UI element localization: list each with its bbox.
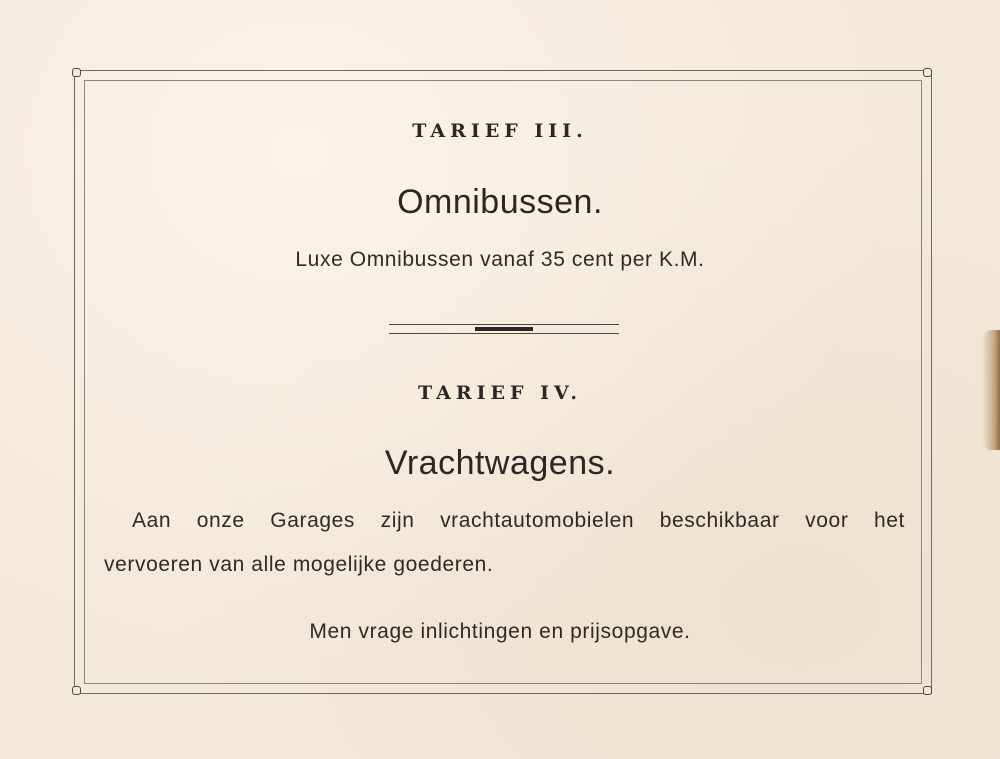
corner-ornament-bottom-left [72,686,81,695]
corner-ornament-top-right [923,68,932,77]
vrachtwagens-title: Vrachtwagens. [384,444,616,482]
divider-line-top [389,324,619,325]
omnibussen-title: Omnibussen. [397,183,603,221]
tarief-iv-heading: TARIEF IV. [417,382,583,404]
omnibussen-price-text: Luxe Omnibussen vanaf 35 cent per K.M. [295,248,705,271]
section-divider [389,322,619,336]
closing-text: Men vrage inlichtingen en prijsopgave. [309,620,691,643]
tarief-iii-heading: TARIEF III. [412,120,588,142]
vrachtwagens-paragraph-line-1: Aan onze Garages zijn vrachtautomobielen beschikbaar voor het [132,509,905,532]
corner-ornament-bottom-right [923,686,932,695]
vrachtwagens-paragraph-line-2: vervoeren van alle mogelijke goederen. [104,553,494,576]
divider-line-center [475,327,533,331]
corner-ornament-top-left [72,68,81,77]
divider-line-bottom [389,333,619,334]
